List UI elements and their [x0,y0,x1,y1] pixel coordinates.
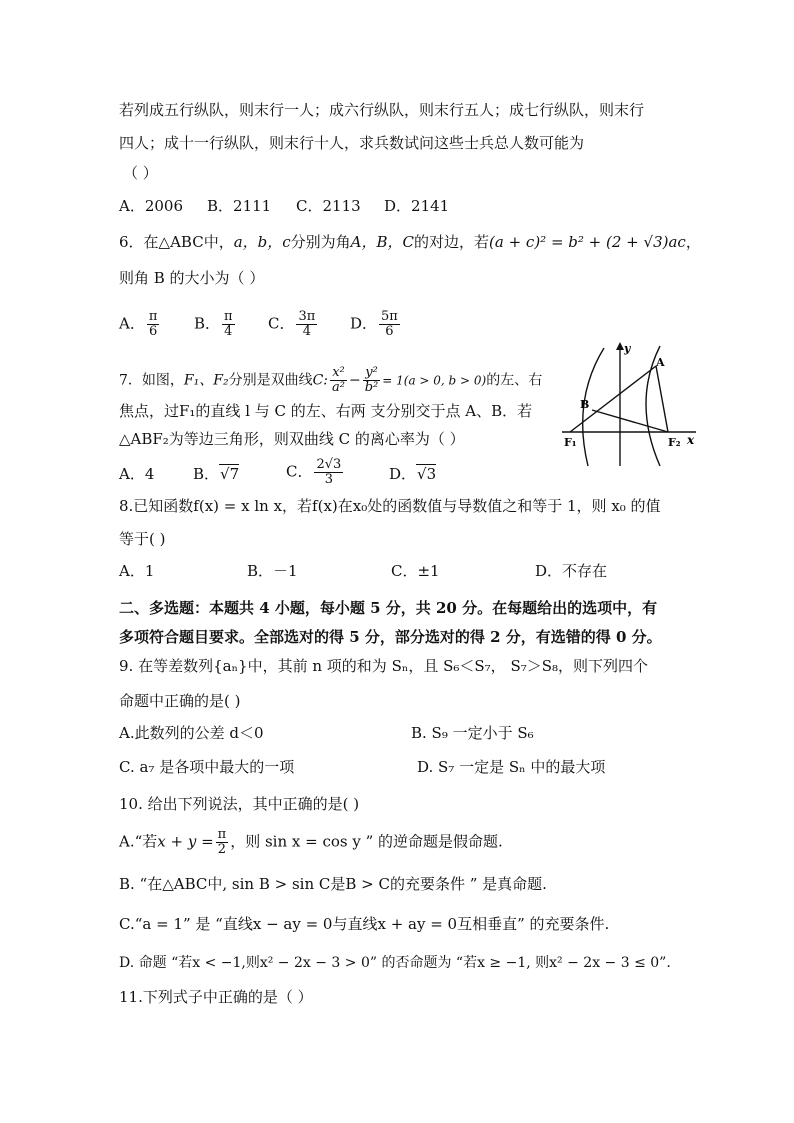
q9-line-1: 9. 在等差数列{aₙ}中，其前 n 项的和为 Sₙ，且 S₆＜S₇， S₇＞S₈，则下列四个 [119,657,649,675]
point-b-label: B [580,398,590,411]
q5-option-c: C．2113 [296,197,361,215]
x-axis-label: x [687,433,695,447]
point-f1-label: F₁ [564,436,577,449]
point-f2-label: F₂ [668,436,681,449]
y-axis-label: y [624,342,631,355]
q6-option-c: C． $\frac{3\pi}{4}$ [268,309,316,339]
q10-option-d: D. 命题 “若x < −1,则x² − 2x − 3 > 0” 的否命题为 “若x ≥ −1, 则x² − 2x − 3 ≤ 0”. [119,955,671,971]
q7-option-c: C． $\frac{2√3}{3}$ [286,457,342,487]
q6-stem: 6．在△ABC中，a，b，c分别为角A，B，C的对边，若(a + c)² = b² + (2 + √3)ac， [119,233,701,251]
line-b-f2 [592,410,668,432]
q7-line-3: △ABF₂为等边三角形，则双曲线 C 的离心率为（ ） [119,430,465,448]
q8-option-d: D．不存在 [535,562,608,580]
q7-option-a: A．4 [119,465,155,483]
q7-line-1: 7．如图，F₁、F₂分别是双曲线C: $\frac{\text{x²}}{\text{a²}}$ − $\frac{\text{y²}}{\text{b²}}$ = 1(a > 0, b > 0)的左、右 [119,365,543,395]
q6-option-a: A． $\frac{\pi}{6}$ [119,309,158,339]
q11-stem: 11.下列式子中正确的是（ ） [119,988,313,1006]
point-a-label: A [656,356,665,369]
q7-hyperbola-figure [560,340,700,470]
q9-option-d: D. S₇ 一定是 Sₙ 中的最大项 [417,758,606,776]
q10-stem: 10. 给出下列说法，其中正确的是( ) [119,795,360,813]
q7-line-2: 焦点，过F₁的直线 l 与 C 的左、右两 支分别交于点 A、B．若 [119,402,533,420]
q6-option-d: D． $\frac{5\pi}{6}$ [350,309,398,339]
q5-line-2: 四人；成十一行纵队，则末行十人，求兵数试问这些士兵总人数可能为 [119,134,585,152]
q10-option-b: B. “在△ABC中, sin B > sin C是B > C的充要条件 ” 是真命题. [119,875,547,893]
q5-option-b: B．2111 [207,197,272,215]
q6-option-b: B． $\frac{\pi}{4}$ [194,309,233,339]
line-a-f2 [656,366,668,432]
q7-option-b: B．√7 [193,465,240,483]
q8-option-a: A．1 [119,562,155,580]
y-axis-arrow [616,342,624,350]
q9-option-c: C. a₇ 是各项中最大的一项 [119,758,295,776]
q6-formula: (a + c)² = b² + (2 + √3)ac [489,233,686,251]
section-2-heading-line-1: 二、多选题：本题共 4 小题，每小题 5 分，共 20 分。在每题给出的选项中，有 [119,599,658,617]
q8-line-2: 等于( ) [119,530,166,548]
q8-line-1: 8.已知函数f(x) = x ln x，若f(x)在x₀处的函数值与导数值之和等于 1，则 x₀ 的值 [119,497,661,515]
q8-option-c: C．±1 [391,562,440,580]
q9-option-b: B. S₉ 一定小于 S₆ [411,724,534,742]
q5-answer-paren: （ ） [123,164,158,182]
q6-line-2: 则角 B 的大小为（ ） [119,269,265,287]
q5-line-1: 若列成五行纵队，则末行一人；成六行纵队，则末行五人；成七行纵队，则末行 [119,101,645,119]
q9-option-a: A.此数列的公差 d＜0 [119,724,264,742]
q10-option-c: C.“a = 1” 是 “直线x − ay = 0与直线x + ay = 0互相垂直” 的充要条件. [119,915,610,933]
q5-option-d: D．2141 [384,197,450,215]
q5-option-a: A．2006 [119,197,184,215]
q7-option-d: D．√3 [389,465,437,483]
section-2-heading-line-2: 多项符合题目要求。全部选对的得 5 分，部分选对的得 2 分，有选错的得 0 分。 [119,628,662,646]
q10-option-a: A.“若x + y = $\frac{\pi}{2}$ ，则 sin x = cos y ” 的逆命题是假命题. [119,827,503,857]
q9-line-2: 命题中正确的是( ) [119,692,241,710]
q8-option-b: B．－1 [247,562,298,580]
